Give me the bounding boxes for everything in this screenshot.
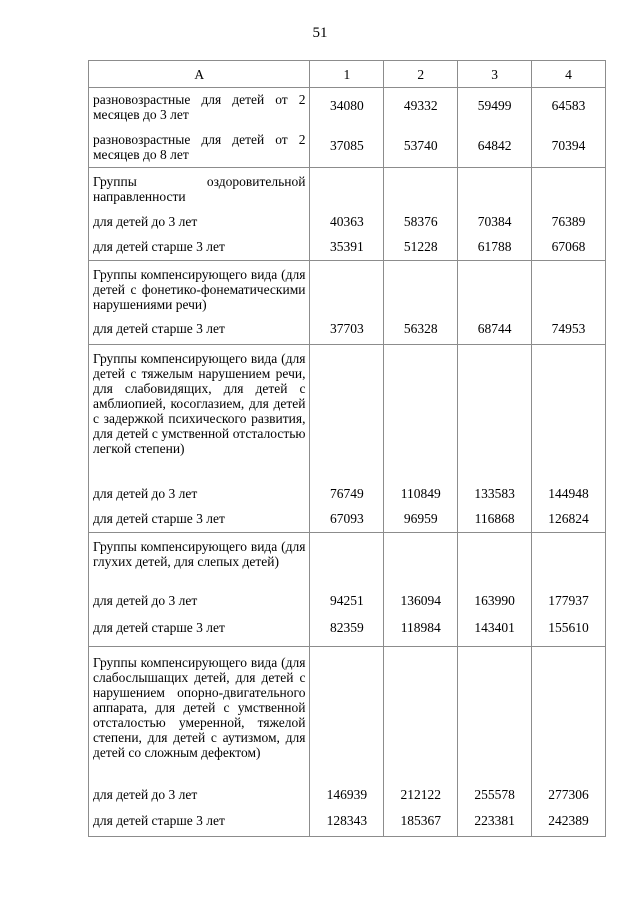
row-label: для детей до 3 лет (89, 481, 310, 507)
cell: 37703 (310, 315, 384, 345)
cell: 143401 (458, 615, 532, 647)
cell: 56328 (384, 315, 458, 345)
table-row (89, 589, 606, 615)
cell: 212122 (384, 783, 458, 809)
group-heading: Группы компенсирующего вида (для детей с фонетико-фонематическими нарушениями речи) (89, 261, 310, 315)
cell: 49332 (384, 88, 458, 128)
group-heading: Группы компенсирующего вида (для детей с тяжелым нарушением речи, для слабовидящих, для детей с амблиопией, косоглазием, для детей с задержкой психического развития, для детей с умственной отсталостью легкой степени) (89, 345, 310, 481)
cell: 68744 (458, 315, 532, 345)
cell: 51228 (384, 235, 458, 261)
cell (384, 345, 458, 481)
row-label: для детей старше 3 лет (89, 315, 310, 345)
column-header: 4 (532, 61, 606, 88)
cell: 144948 (532, 481, 606, 507)
table-row (89, 235, 606, 261)
group-heading: Группы компенсирующего вида (для глухих детей, для слепых детей) (89, 533, 310, 589)
cell: 82359 (310, 615, 384, 647)
column-header: 2 (384, 61, 458, 88)
tariff-table (88, 60, 606, 837)
row-label: для детей старше 3 лет (89, 507, 310, 533)
group-heading: Группы компенсирующего вида (для слабослышащих детей, для детей с нарушением опорно-двигательного аппарата, для детей с умственной отсталостью умеренной, тяжелой степени, для детей с аутизмом, для детей со сложным дефектом) (89, 647, 310, 783)
cell (384, 168, 458, 209)
table-row (89, 209, 606, 235)
cell: 61788 (458, 235, 532, 261)
table-row (89, 809, 606, 837)
cell: 37085 (310, 128, 384, 168)
cell: 53740 (384, 128, 458, 168)
column-header: А (89, 61, 310, 88)
table-row (89, 647, 606, 783)
cell: 118984 (384, 615, 458, 647)
cell (532, 647, 606, 783)
cell (310, 647, 384, 783)
table-row (89, 315, 606, 345)
table-row (89, 507, 606, 533)
cell (310, 261, 384, 315)
group-heading: Группы оздоровительной направленности (89, 168, 310, 209)
cell (310, 168, 384, 209)
cell: 242389 (532, 809, 606, 837)
table-row (89, 261, 606, 315)
row-label: для детей до 3 лет (89, 589, 310, 615)
cell: 128343 (310, 809, 384, 837)
cell (310, 345, 384, 481)
cell (532, 533, 606, 589)
cell (310, 533, 384, 589)
cell (532, 345, 606, 481)
cell: 277306 (532, 783, 606, 809)
table-row (89, 533, 606, 589)
row-label: для детей старше 3 лет (89, 615, 310, 647)
page-number: 51 (312, 25, 328, 41)
cell: 76389 (532, 209, 606, 235)
cell: 64583 (532, 88, 606, 128)
cell (458, 647, 532, 783)
cell: 116868 (458, 507, 532, 533)
cell: 34080 (310, 88, 384, 128)
cell: 136094 (384, 589, 458, 615)
row-label: для детей до 3 лет (89, 783, 310, 809)
table-row (89, 783, 606, 809)
cell: 64842 (458, 128, 532, 168)
cell: 185367 (384, 809, 458, 837)
cell: 58376 (384, 209, 458, 235)
cell: 133583 (458, 481, 532, 507)
cell (532, 261, 606, 315)
cell: 94251 (310, 589, 384, 615)
cell: 74953 (532, 315, 606, 345)
column-header: 3 (458, 61, 532, 88)
cell: 155610 (532, 615, 606, 647)
cell: 146939 (310, 783, 384, 809)
table-header-row (89, 61, 606, 88)
table-row (89, 345, 606, 481)
row-label: для детей старше 3 лет (89, 809, 310, 837)
cell: 70394 (532, 128, 606, 168)
cell (532, 168, 606, 209)
table-row (89, 128, 606, 168)
cell (458, 168, 532, 209)
row-label: разновозрастные для детей от 2 месяцев до 3 лет (89, 88, 310, 128)
row-label: для детей старше 3 лет (89, 235, 310, 261)
table-row (89, 168, 606, 209)
cell: 76749 (310, 481, 384, 507)
row-label: для детей до 3 лет (89, 209, 310, 235)
table-row (89, 88, 606, 128)
cell (458, 345, 532, 481)
cell: 67068 (532, 235, 606, 261)
cell: 126824 (532, 507, 606, 533)
cell: 163990 (458, 589, 532, 615)
table-row (89, 615, 606, 647)
cell: 59499 (458, 88, 532, 128)
cell: 255578 (458, 783, 532, 809)
row-label: разновозрастные для детей от 2 месяцев до 8 лет (89, 128, 310, 168)
cell: 177937 (532, 589, 606, 615)
cell: 110849 (384, 481, 458, 507)
cell: 223381 (458, 809, 532, 837)
cell: 67093 (310, 507, 384, 533)
cell (384, 647, 458, 783)
table-row (89, 481, 606, 507)
cell: 70384 (458, 209, 532, 235)
cell: 96959 (384, 507, 458, 533)
column-header: 1 (310, 61, 384, 88)
cell (384, 261, 458, 315)
cell: 35391 (310, 235, 384, 261)
cell (458, 261, 532, 315)
cell (458, 533, 532, 589)
cell (384, 533, 458, 589)
cell: 40363 (310, 209, 384, 235)
